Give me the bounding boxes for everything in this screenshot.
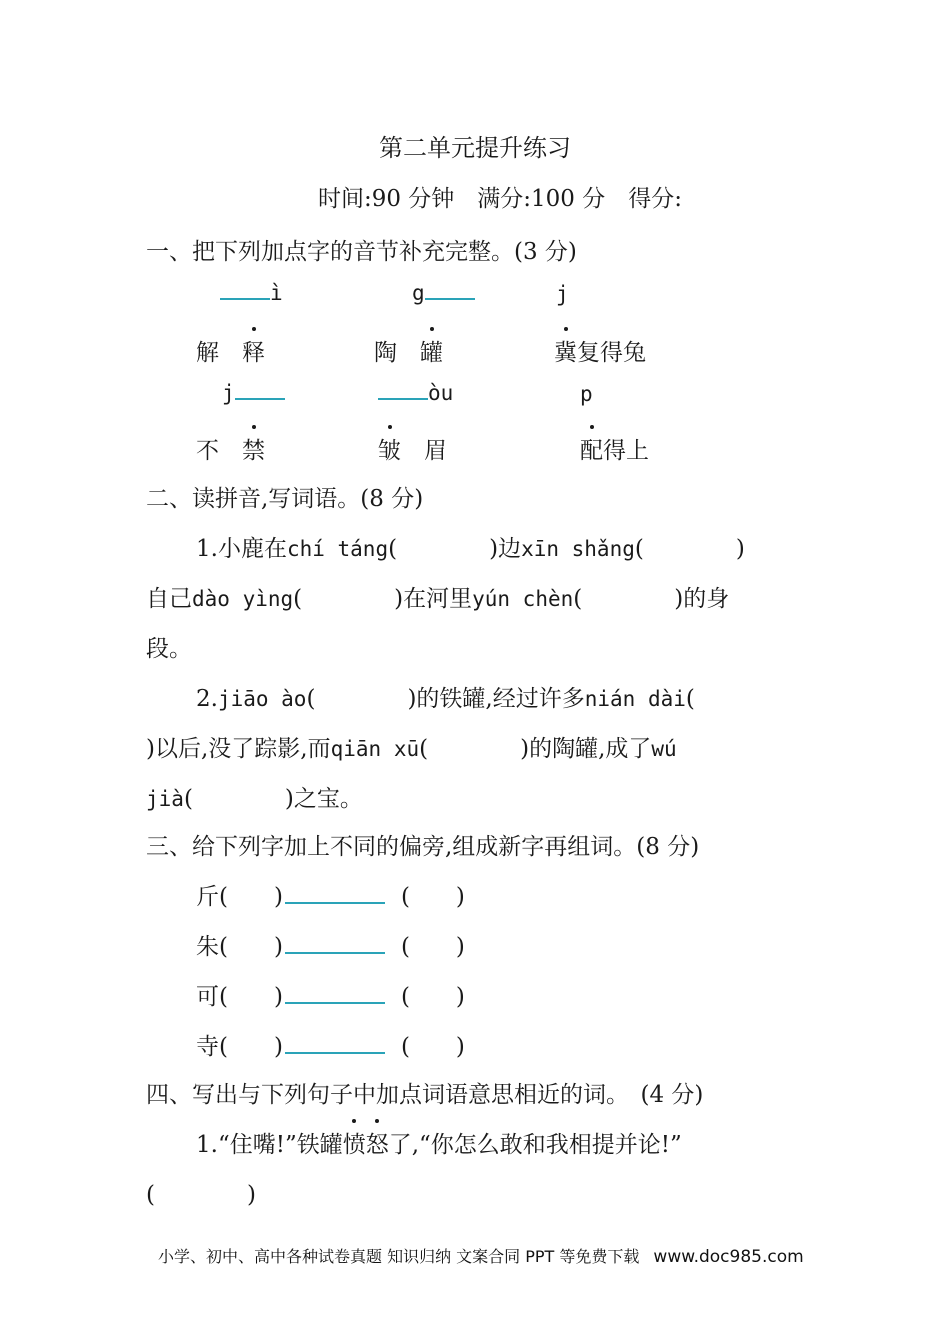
radical-row: 寺( ) ( ): [196, 1034, 465, 1060]
dotted-char: 配: [580, 432, 603, 465]
word-taoguan: 陶 罐: [374, 334, 443, 367]
word-jieshi: 解 释: [196, 334, 265, 367]
radical-paren[interactable]: ( ): [219, 1034, 283, 1060]
word-peideshang: 配得上: [580, 432, 649, 465]
word-blank[interactable]: [285, 1051, 385, 1054]
answer-paren[interactable]: ( )边: [388, 536, 522, 562]
word-blank[interactable]: [285, 901, 385, 904]
s2-line-3: 段。: [146, 636, 192, 662]
s4-question-1: 1.“住嘴!”铁罐愤怒了,“你怎么敢和我相提并论!”: [196, 1126, 682, 1159]
section-4-heading: 四、写出与下列句子中加点词语意思相近的词。 (4 分): [146, 1082, 704, 1108]
answer-paren[interactable]: ( )的身: [573, 586, 730, 612]
s2-line-5: )以后,没了踪影,而qiān xū( )的陶罐,成了wú: [146, 736, 677, 762]
pinyin-blank-1[interactable]: ì: [220, 280, 283, 306]
answer-paren[interactable]: ( ): [634, 536, 745, 562]
footer-banner: 小学、初中、高中各种试卷真题 知识归纳 文案合同 PPT 等免费下载 www.doc985.com: [158, 1247, 804, 1267]
answer-paren[interactable]: ( )的陶罐,成了: [419, 736, 652, 762]
word-jifudetu: 冀复得兔: [554, 334, 646, 367]
word-blank[interactable]: [285, 951, 385, 954]
radical-row: 朱( ) ( ): [196, 934, 465, 960]
s2-line-6: jià( )之宝。: [146, 786, 363, 812]
dotted-char: 愤: [343, 1126, 366, 1159]
exam-info: 时间:90 分钟 满分:100 分 得分:: [317, 186, 683, 212]
page-title: 第二单元提升练习: [379, 134, 571, 162]
pinyin-blank-5[interactable]: òu: [378, 380, 453, 406]
s2-line-4: 2.jiāo ào( )的铁罐,经过许多nián dài(: [196, 686, 695, 712]
section-3-heading: 三、给下列字加上不同的偏旁,组成新字再组词。(8 分): [146, 834, 700, 860]
dotted-char: 皱: [378, 432, 401, 465]
word-bujin: 不 禁: [196, 432, 265, 465]
radical-row: 可( ) ( ): [196, 984, 465, 1010]
footer-url[interactable]: www.doc985.com: [653, 1247, 804, 1267]
word-paren[interactable]: ( ): [400, 934, 465, 960]
word-paren[interactable]: ( ): [400, 1034, 465, 1060]
answer-paren[interactable]: ( )之宝。: [183, 786, 363, 812]
dotted-char: 怒: [366, 1126, 389, 1159]
word-blank[interactable]: [285, 1001, 385, 1004]
s4-answer-paren[interactable]: ( ): [146, 1182, 256, 1208]
s2-line-1: 1.小鹿在chí táng( )边xīn shǎng( ): [196, 536, 745, 562]
word-zhoumei: 皱 眉: [378, 432, 447, 465]
word-paren[interactable]: ( ): [400, 884, 465, 910]
dotted-char: 冀: [554, 334, 577, 367]
answer-paren-end[interactable]: )以后,没了踪影,而: [146, 736, 331, 762]
dotted-char: 罐: [420, 334, 443, 367]
answer-paren[interactable]: ( )的铁罐,经过许多: [306, 686, 585, 712]
pinyin-blank-6[interactable]: p: [580, 382, 593, 406]
answer-paren[interactable]: ( )在河里: [293, 586, 473, 612]
pinyin-blank-2[interactable]: g: [412, 280, 475, 306]
word-paren[interactable]: ( ): [400, 984, 465, 1010]
pinyin-blank-4[interactable]: j: [222, 380, 285, 406]
radical-paren[interactable]: ( ): [219, 984, 283, 1010]
dotted-char: 释: [242, 334, 265, 367]
section-1-heading: 一、把下列加点字的音节补充完整。(3 分): [146, 239, 577, 265]
dotted-char: 禁: [242, 432, 265, 465]
radical-row: 斤( ) ( ): [196, 884, 465, 910]
radical-paren[interactable]: ( ): [219, 934, 283, 960]
s2-line-2: 自己dào yìng( )在河里yún chèn( )的身: [146, 586, 730, 612]
section-2-heading: 二、读拼音,写词语。(8 分): [146, 486, 424, 512]
pinyin-blank-3[interactable]: j: [556, 282, 569, 306]
radical-paren[interactable]: ( ): [219, 884, 283, 910]
